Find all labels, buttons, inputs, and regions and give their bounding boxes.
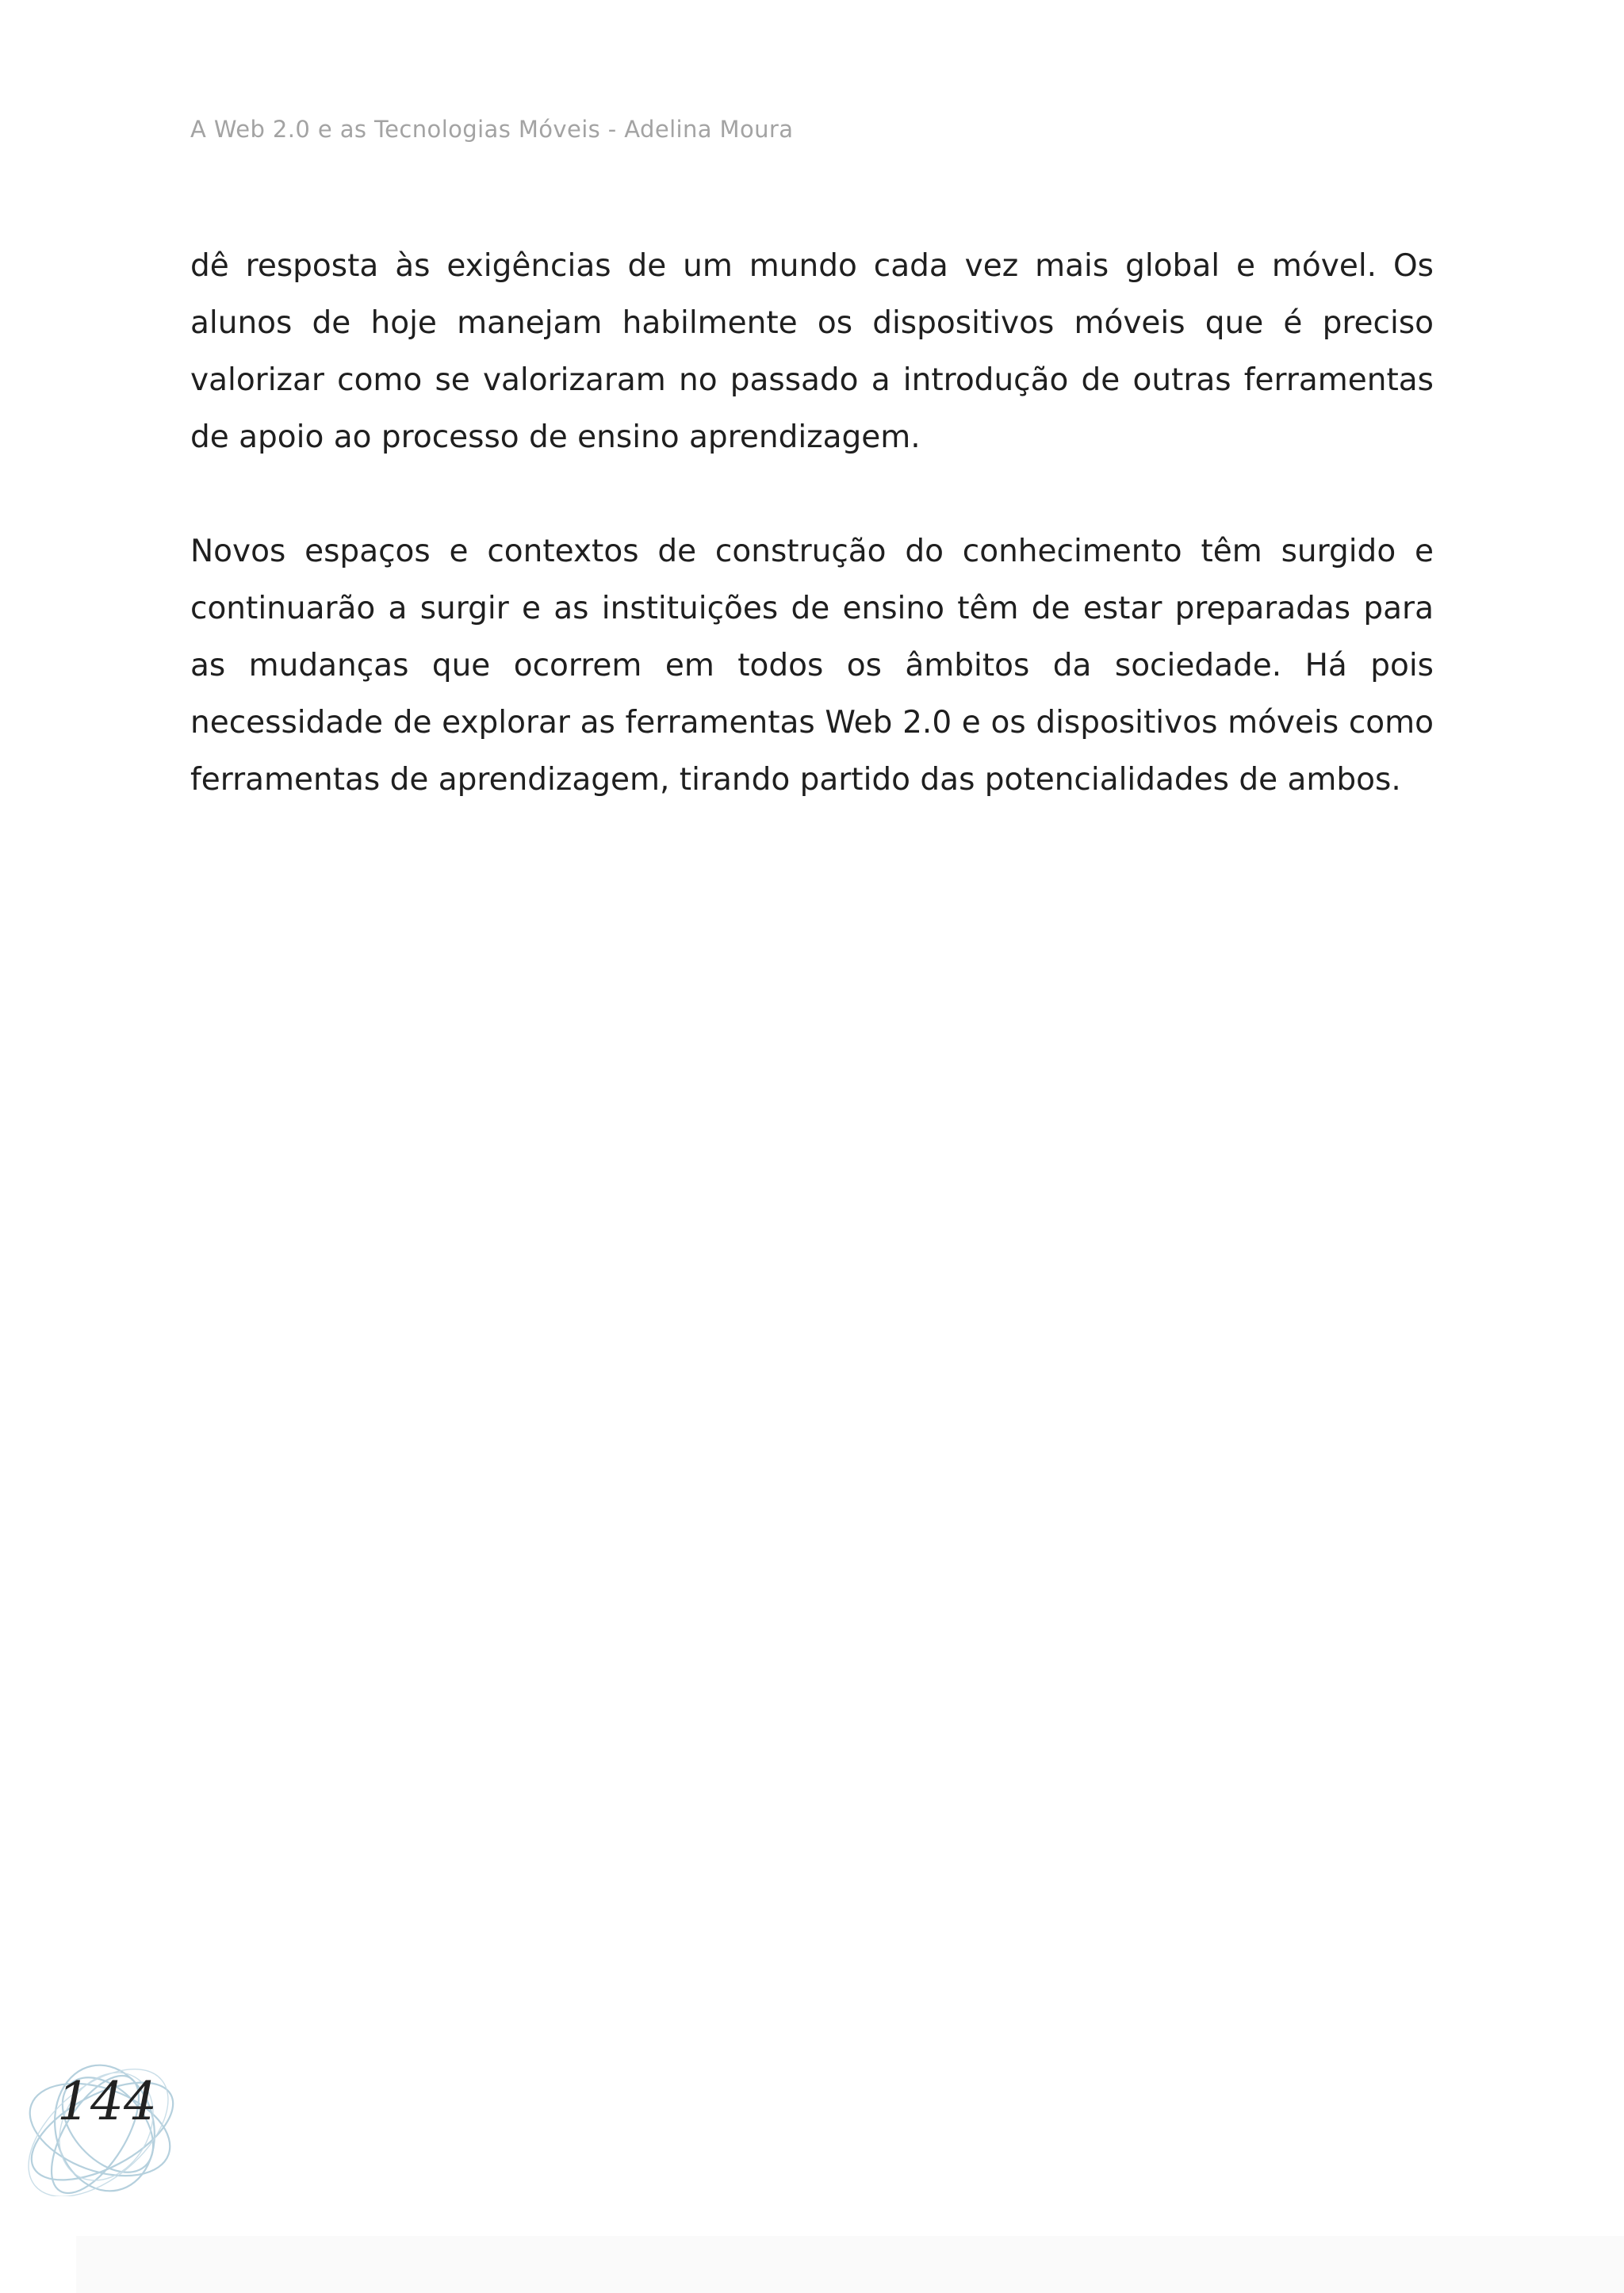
body-text (190, 238, 1434, 809)
page-bottom-shade (76, 2236, 1624, 2293)
paragraph-1: dê resposta às exigências de um mundo cada vez mais global e móvel. Os alunos de hoje manejam habilmente os dispositivos móveis que é preciso valorizar como se valorizaram no passado a introdução de outras ferramentas de apoio ao processo de ensino aprendizagem. (190, 248, 1434, 455)
paragraph-2: Novos espaços e contextos de construção do conhecimento têm surgido e continuarão a surgir e as instituições de ensino têm de estar preparadas para as mudanças que ocorrem em todos os âmbitos da sociedade. Há pois necessidade de explorar as ferramentas Web 2.0 e os dispositivos móveis como ferramentas de aprendizagem, tirando partido das potencialidades de ambos. (190, 534, 1434, 798)
page-number: 144 (57, 2071, 157, 2132)
running-header: A Web 2.0 e as Tecnologias Móveis - Adelina Moura (190, 116, 794, 143)
